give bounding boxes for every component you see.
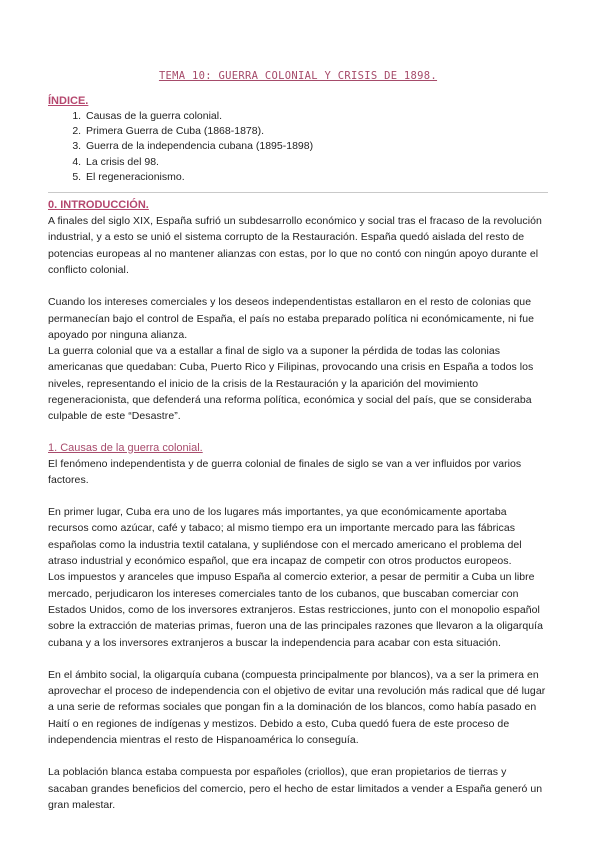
index-item: 1. Causas de la guerra colonial. bbox=[84, 109, 548, 124]
section1-paragraph: La población blanca estaba compuesta por españoles (criollos), que eran propietarios de tierras y sacaban grandes beneficios del comercio, pero el hecho de estar limitados a vender a España generó un gran malestar. bbox=[48, 766, 543, 811]
intro-paragraph: A finales del siglo XIX, España sufrió un subdesarrollo económico y social tras el fracaso de la revolución industrial, y a esto se unió el sistema corrupto de la Restauración. España quedó aislada del resto de potencias europeas al no mantener alianzas con estas, por lo que no contó con ningún apoyo durante el conflicto colonial. bbox=[48, 215, 542, 276]
intro-heading: 0. INTRODUCCIÓN. bbox=[48, 199, 149, 212]
document-page bbox=[48, 70, 548, 813]
section1-paragraph: Los impuestos y aranceles que impuso España al comercio exterior, a pesar de permitir a Cuba un libre mercado, perjudicaron los intereses comerciales tanto de los cubanos, que buscaban comerciar con Estados Unidos, como de los inversores extranjeros. Estas restricciones, junto con el monopolio español sobre la extracción de materias primas, fueron una de las principales razones que llevaron a la oligarquía cubana y a los inversores extranjeros a buscar la independencia para acabar con esta situación. bbox=[48, 571, 543, 649]
intro-paragraph: La guerra colonial que va a estallar a final de siglo va a suponer la pérdida de todas las colonias americanas que quedaban: Cuba, Puerto Rico y Filipinas, provocando una crisis en España a todos los niveles, representando el inicio de la crisis de la Restauración y la aparición del movimiento regeneracionista, que defenderá una reforma política, económica y social del país, que se consideraba culpable de este “Desastre”. bbox=[48, 345, 534, 423]
index-item: 3. Guerra de la independencia cubana (1895-1898) bbox=[84, 139, 548, 154]
intro-paragraph: Cuando los intereses comerciales y los deseos independentistas estallaron en el resto de colonias que permanecían bajo el control de España, el país no estaba preparado política ni económicamente, ni fue apoyado por ninguna alianza. bbox=[48, 296, 535, 341]
index-heading: ÍNDICE. bbox=[48, 95, 89, 107]
index-item: 4. La crisis del 98. bbox=[84, 155, 548, 170]
section1-paragraph: El fenómeno independentista y de guerra colonial de finales de siglo se van a ver influidos por varios factores. bbox=[48, 457, 522, 486]
section-divider bbox=[48, 192, 548, 193]
section1-paragraph: En el ámbito social, la oligarquía cubana (compuesta principalmente por blancos), va a ser la primera en aprovechar el proceso de independencia con el objetivo de evitar una revolución más radical que dé lugar a una serie de reformas sociales que pongan fin a la dominación de los blancos, como había pasado en Haití o en regiones de indígenas y mestizos. Debido a esto, Cuba quedó fuera de este proceso de independencia mientras el resto de Hispanoamérica lo conseguía. bbox=[48, 668, 546, 747]
index-item: 2. Primera Guerra de Cuba (1868-1878). bbox=[84, 124, 548, 139]
index-list bbox=[48, 109, 548, 185]
section1-paragraph: En primer lugar, Cuba era uno de los lugares más importantes, ya que económicamente aportaba recursos como azúcar, café y tabaco; al mismo tiempo era un importante mercado para las fábricas españolas como la industria textil catalana, y supliéndose con el mercado americano el problema del atraso industrial y económico español, que era incapaz de competir con otros productos europeos. bbox=[48, 506, 522, 568]
index-item: 5. El regeneracionismo. bbox=[84, 170, 548, 185]
document-title: TEMA 10: GUERRA COLONIAL Y CRISIS DE 1898. bbox=[158, 70, 438, 82]
section1-heading: 1. Causas de la guerra colonial. bbox=[48, 441, 203, 454]
